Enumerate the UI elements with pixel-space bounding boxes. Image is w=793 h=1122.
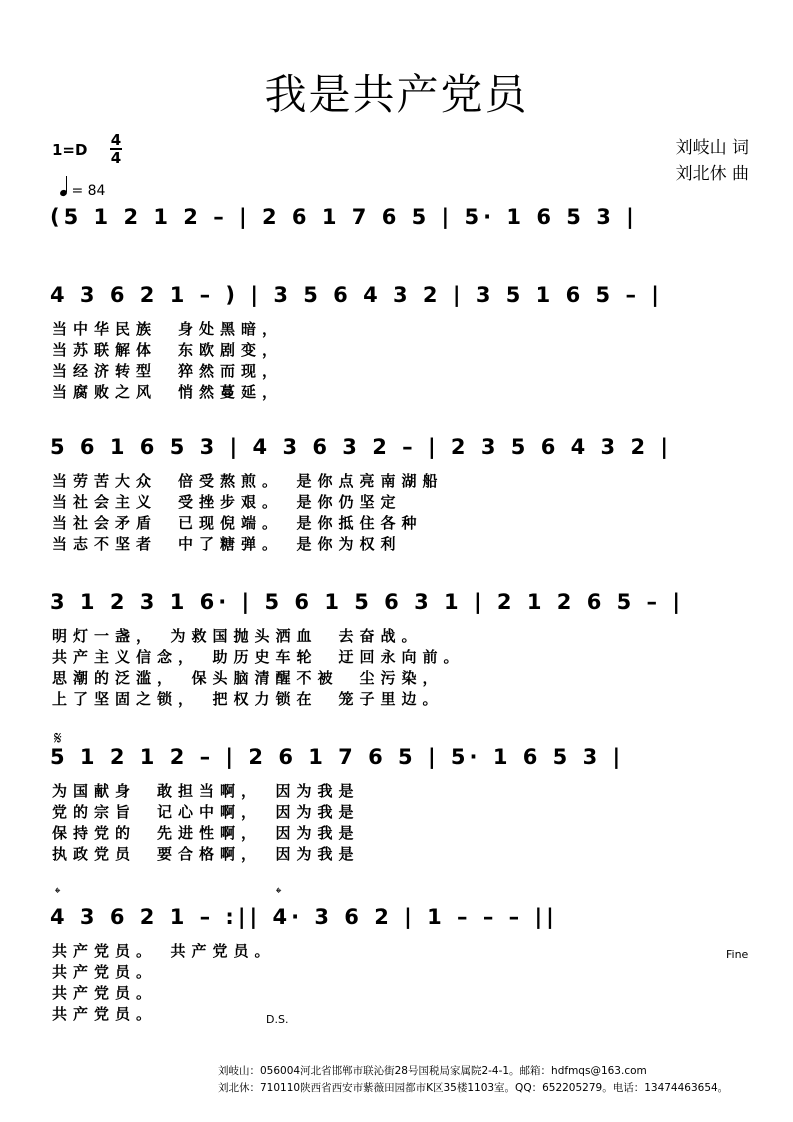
lyric-line: 当社会主义 受挫步艰。 是你仍坚定: [52, 493, 402, 511]
footer-line-1: 刘岐山：056004河北省邯郸市联沁街28号国税局家属院2-4-1。邮箱：hdfmqs@163.com: [218, 1065, 647, 1077]
notation-row: 4 3 6 2 1 – ) | 3 5 6 4 3 2 | 3 5 1 6 5 – |: [50, 283, 663, 307]
lyric-line: 当经济转型 猝然而现，: [52, 362, 284, 380]
footer-line-2: 刘北休：710110陕西省西安市紫薇田园都市K区35楼1103室。QQ：652205279。电话：13474463654。: [218, 1082, 729, 1094]
notation-row: 3 1 2 3 1 6· | 5 6 1 5 6 3 1 | 2 1 2 6 5 – |: [50, 590, 685, 614]
lyric-line: 共产党员。: [52, 1005, 158, 1023]
lyric-line: 当中华民族 身处黑暗，: [52, 320, 284, 338]
quarter-note-icon: [59, 189, 68, 197]
lyric-line: 当社会矛盾 已现倪端。 是你抵住各种: [52, 514, 423, 532]
lyric-line: 当苏联解体 东欧剧变，: [52, 341, 284, 359]
composer-credit: 刘北休 曲: [675, 164, 749, 184]
lyric-line: 当劳苦大众 倍受熬煎。 是你点亮南湖船: [52, 472, 444, 490]
coda-icon-2: 𝄌: [276, 884, 282, 902]
lyric-line: 为国献身 敢担当啊， 因为我是: [52, 782, 360, 800]
lyric-line: 上了坚固之锁， 把权力锁在 笼子里边。: [52, 690, 444, 708]
time-signature: [110, 132, 122, 166]
meter-top: 4: [110, 131, 122, 149]
notation-row: (5 1 2 1 2 – | 2 6 1 7 6 5 | 5· 1 6 5 3 |: [50, 205, 638, 229]
lyric-line: 当志不坚者 中了糖弹。 是你为权利: [52, 535, 402, 553]
lyric-line: 党的宗旨 记心中啊， 因为我是: [52, 803, 360, 821]
lyric-line: 当腐败之风 悄然蔓延，: [52, 383, 284, 401]
lyric-line: 保持党的 先进性啊， 因为我是: [52, 824, 360, 842]
notation-row: 5 6 1 6 5 3 | 4 3 6 3 2 – | 2 3 5 6 4 3 2 |: [50, 435, 673, 459]
meter-bottom: 4: [110, 149, 122, 167]
footer: [218, 1063, 728, 1097]
credits: [676, 135, 749, 187]
page-title: 我是共产党员: [264, 70, 529, 119]
lyricist-credit: 刘岐山 词: [675, 138, 749, 158]
ds-mark: D.S.: [266, 1013, 289, 1026]
fine-mark: Fine: [726, 948, 749, 961]
key-signature: 1=D: [52, 141, 88, 159]
tempo-value: = 84: [71, 183, 106, 199]
coda-icon: 𝄌: [55, 884, 61, 902]
lyric-line: 明灯一盏， 为救国抛头洒血 去奋战。: [52, 627, 423, 645]
lyric-line: 共产党员。 共产党员。: [52, 942, 276, 960]
tempo-marking: [60, 176, 105, 199]
lyric-line: 执政党员 要合格啊， 因为我是: [52, 845, 360, 863]
lyric-line: 思潮的泛滥， 保头脑清醒不被 尘污染，: [52, 669, 444, 687]
segno-icon: 𝄋: [54, 728, 62, 749]
notation-row: 4 3 6 2 1 – :|| 4· 3 6 2 | 1 – – – ||: [50, 905, 558, 929]
lyric-line: 共产党员。: [52, 984, 158, 1002]
lyric-line: 共产党员。: [52, 963, 158, 981]
notation-row: 5 1 2 1 2 – | 2 6 1 7 6 5 | 5· 1 6 5 3 |: [50, 745, 625, 769]
lyric-line: 共产主义信念， 助历史车轮 迂回永向前。: [52, 648, 465, 666]
